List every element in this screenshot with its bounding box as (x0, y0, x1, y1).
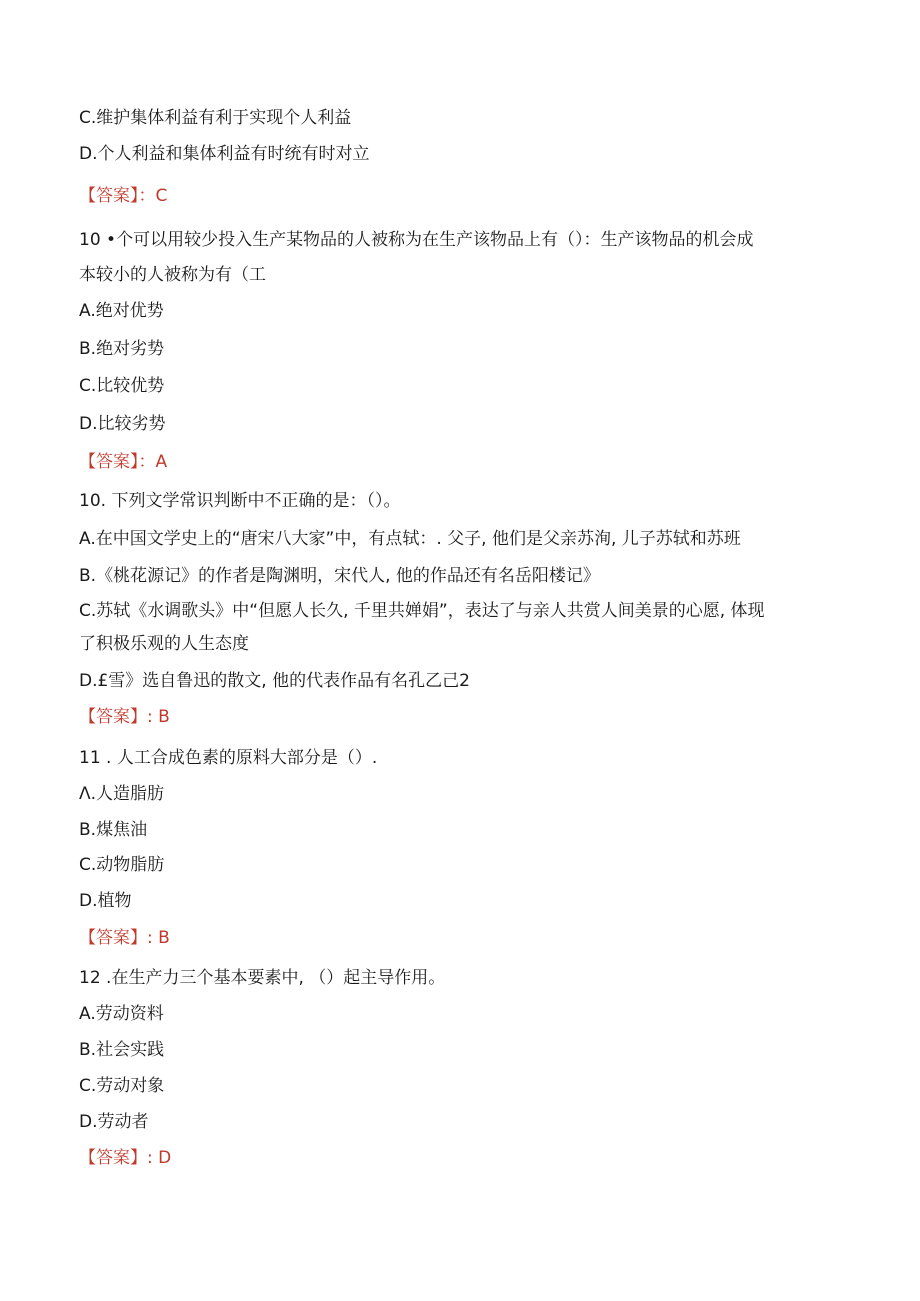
answer-label: 【答案】：A (79, 452, 168, 472)
option-c: C.苏轼《水调歌头》中“但愿人长久, 千里共婵娟”，表达了与亲人共赏人间美景的心愿, 体现 (79, 601, 765, 621)
option-c: C.动物脂肪 (79, 855, 165, 875)
option-d: D.植物 (79, 891, 132, 911)
option-d: D.£雪》选自鲁迅的散文, 他的代表作品有名孔乙己2 (79, 671, 470, 691)
option-b: B.绝对劣势 (79, 339, 165, 359)
option-c: C.比较优势 (79, 376, 165, 396)
question-stem: 10. 下列文学常识判断中不正确的是：（）。 (79, 491, 401, 511)
option-d: D.比较劣势 (79, 414, 166, 434)
option-a: A.绝对优势 (79, 301, 164, 321)
question-stem-cont: 本较小的人被称为有（工 (79, 265, 266, 285)
question-stem: 10 •个可以用较少投入生产某物品的人被称为在生产该物品上有（）：生产该物品的机会成 (79, 230, 754, 250)
question-stem: 12 .在生产力三个基本要素中, （）起主导作用。 (79, 968, 446, 988)
option-c: C.劳动对象 (79, 1076, 165, 1096)
option-b: B.煤焦油 (79, 820, 148, 840)
option-c-cont: 了积极乐观的人生态度 (79, 634, 249, 654)
option-d: D.劳动者 (79, 1112, 149, 1132)
answer-label: 【答案】: D (79, 1148, 172, 1168)
question-stem: 11 . 人工合成色素的原料大部分是（）. (79, 748, 378, 768)
option-a: A.在中国文学史上的“唐宋八大家”中，有点轼：. 父子, 他们是父亲苏洵, 儿子苏轼和苏班 (79, 529, 741, 549)
answer-label: 【答案】: B (79, 928, 170, 948)
answer-label: 【答案】: B (79, 707, 170, 727)
option-c: C.维护集体利益有利于实现个人利益 (79, 108, 352, 128)
option-d: D.个人利益和集体利益有时统有时对立 (79, 144, 370, 164)
option-b: B.《桃花源记》的作者是陶渊明，宋代人, 他的作品还有名岳阳楼记》 (79, 566, 600, 586)
answer-label: 【答案】：C (79, 186, 168, 206)
option-a: Λ.人造脂肪 (79, 784, 165, 804)
option-b: B.社会实践 (79, 1040, 165, 1060)
option-a: A.劳动资料 (79, 1004, 164, 1024)
